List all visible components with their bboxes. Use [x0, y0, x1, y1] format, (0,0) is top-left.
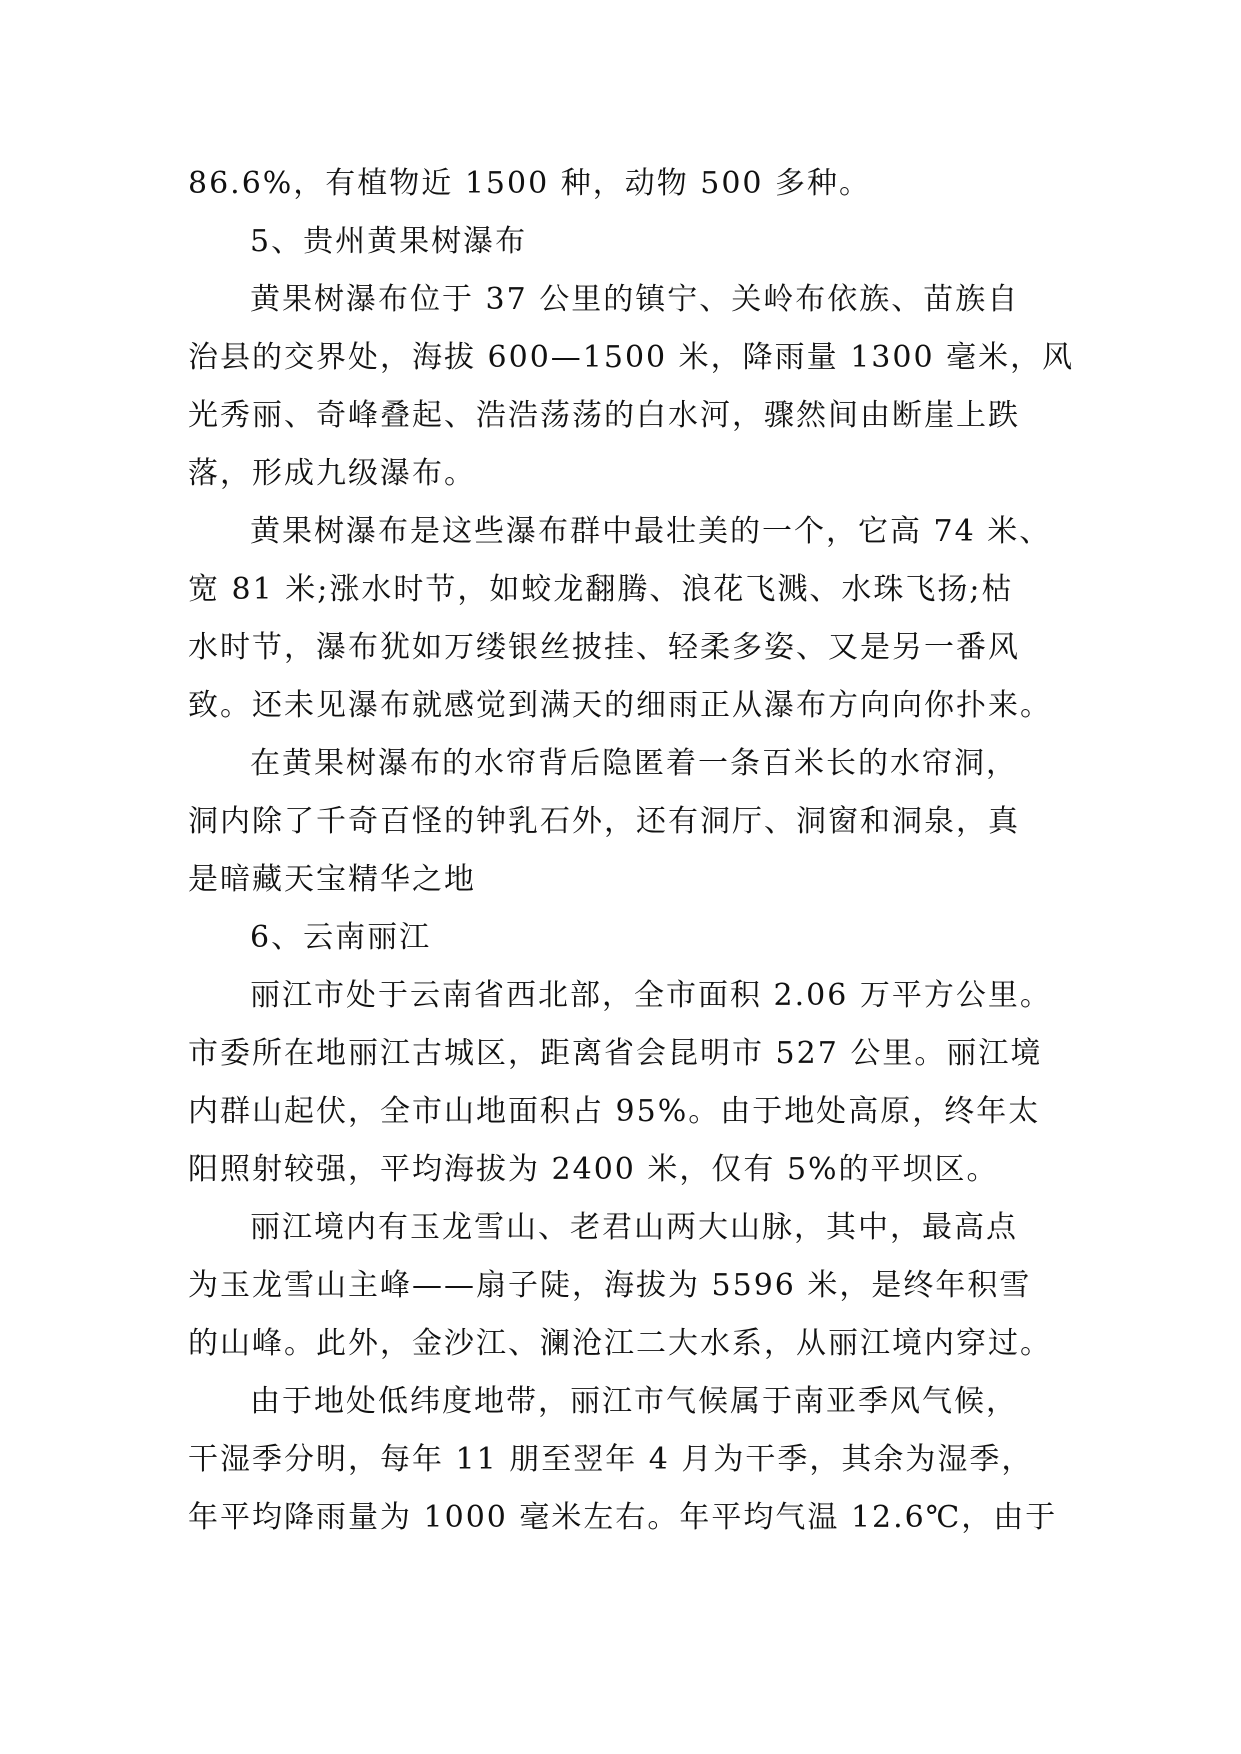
text-line: 洞内除了千奇百怪的钟乳石外，还有洞厅、洞窗和洞泉，真	[188, 804, 1020, 839]
text-line: 黄果树瀑布是这些瀑布群中最壮美的一个，它高 74 米、	[250, 514, 1052, 549]
text-line: 阳照射较强，平均海拔为 2400 米，仅有 5%的平坝区。	[188, 1152, 999, 1187]
text-line: 黄果树瀑布位于 37 公里的镇宁、关岭布依族、苗族自	[250, 282, 1020, 317]
text-line: 年平均降雨量为 1000 毫米左右。年平均气温 12.6℃，由于	[188, 1500, 1058, 1535]
text-line: 宽 81 米;涨水时节，如蛟龙翻腾、浪花飞溅、水珠飞扬;枯	[188, 572, 1014, 607]
text-line: 由于地处低纬度地带，丽江市气候属于南亚季风气候，	[250, 1384, 1018, 1419]
text-line: 光秀丽、奇峰叠起、浩浩荡荡的白水河，骤然间由断崖上跌	[188, 398, 1020, 433]
text-line: 干湿季分明，每年 11 朋至翌年 4 月为干季，其余为湿季，	[188, 1442, 1034, 1477]
text-line: 86.6%，有植物近 1500 种，动物 500 多种。	[188, 166, 872, 201]
body-text	[188, 155, 1075, 1547]
text-line: 市委所在地丽江古城区，距离省会昆明市 527 公里。丽江境	[188, 1036, 1043, 1071]
text-line: 水时节，瀑布犹如万缕银丝披挂、轻柔多姿、又是另一番风	[188, 630, 1020, 665]
text-line: 内群山起伏，全市山地面积占 95%。由于地处高原，终年太	[188, 1094, 1041, 1129]
text-line: 的山峰。此外，金沙江、澜沧江二大水系，从丽江境内穿过。	[188, 1326, 1052, 1361]
text-line: 治县的交界处，海拔 600—1500 米，降雨量 1300 毫米，风	[188, 340, 1075, 375]
text-line: 是暗藏天宝精华之地	[188, 862, 476, 897]
text-line: 致。还未见瀑布就感觉到满天的细雨正从瀑布方向向你扑来。	[188, 688, 1052, 723]
text-line: 6、云南丽江	[250, 920, 432, 955]
text-line: 丽江境内有玉龙雪山、老君山两大山脉，其中，最高点	[250, 1210, 1018, 1245]
text-line: 在黄果树瀑布的水帘背后隐匿着一条百米长的水帘洞，	[250, 746, 1018, 781]
text-line: 为玉龙雪山主峰——扇子陡，海拔为 5596 米，是终年积雪	[188, 1268, 1032, 1303]
text-line: 落，形成九级瀑布。	[188, 456, 476, 491]
text-line: 5、贵州黄果树瀑布	[250, 224, 528, 259]
text-line: 丽江市处于云南省西北部，全市面积 2.06 万平方公里。	[250, 978, 1052, 1013]
